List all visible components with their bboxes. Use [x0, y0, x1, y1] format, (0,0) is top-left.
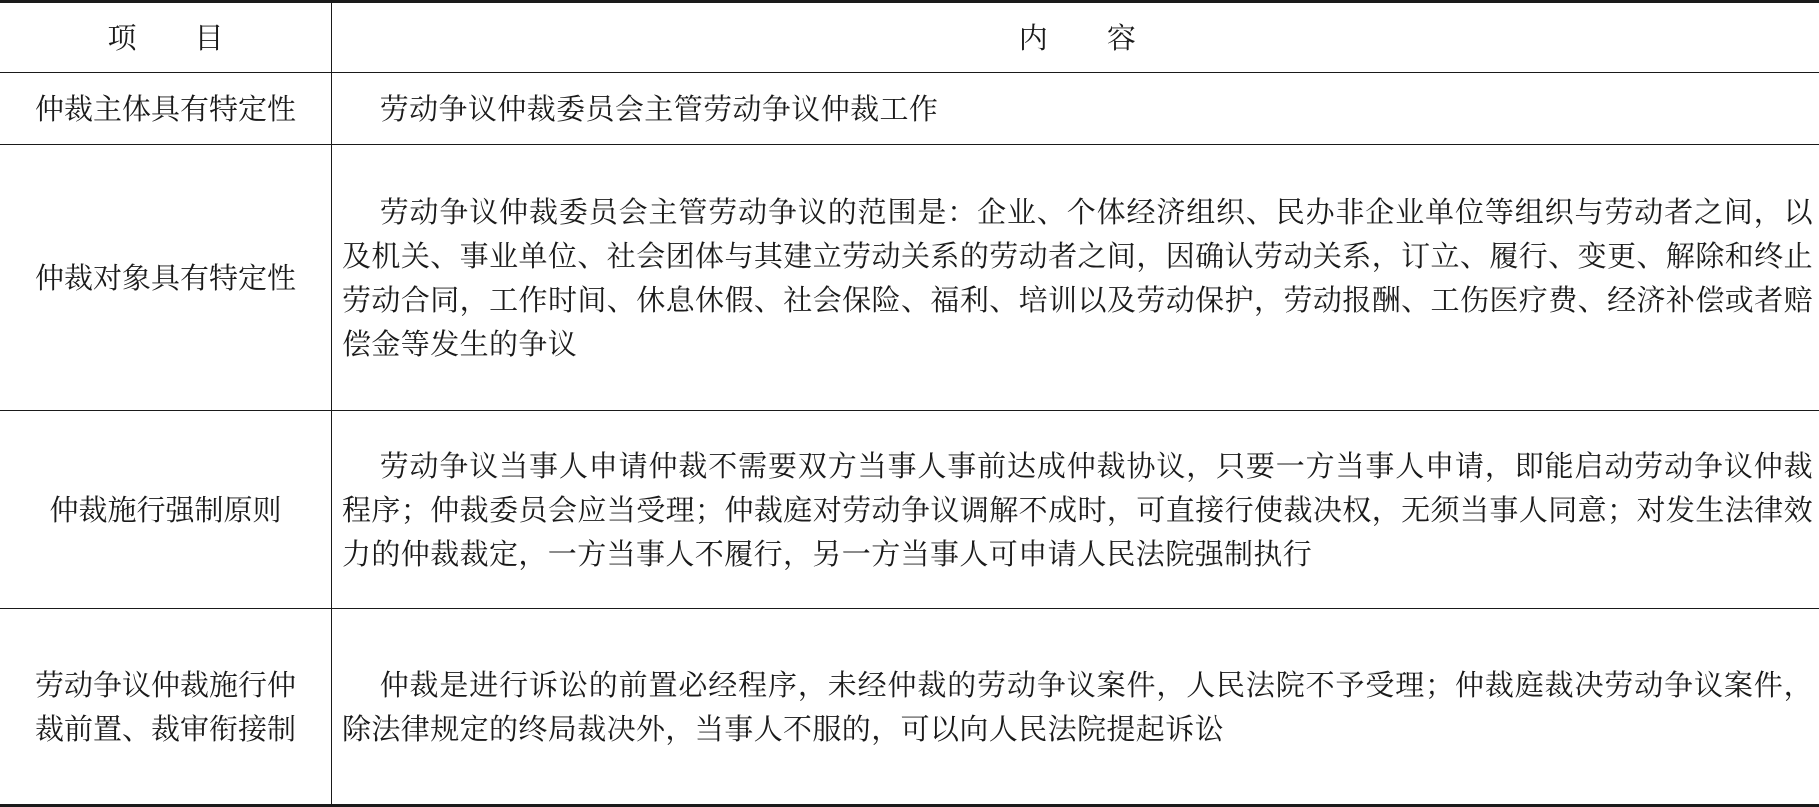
row-content-cell — [332, 411, 1819, 608]
table-row — [0, 73, 1819, 145]
row-content-text: 仲裁是进行诉讼的前置必经程序，未经仲裁的劳动争议案件，人民法院不予受理；仲裁庭裁决劳动争议案件，除法律规定的终局裁决外，当事人不服的，可以向人民法院提起诉讼 — [342, 667, 1813, 746]
row-item-label: 劳动争议仲裁施行仲裁前置、裁审衔接制 — [34, 667, 296, 746]
row-content-text: 劳动争议仲裁委员会主管劳动争议的范围是：企业、个体经济组织、民办非企业单位等组织与劳动者之间，以及机关、事业单位、社会团体与其建立劳动关系的劳动者之间，因确认劳动关系，订立、履行、变更、解除和终止劳动合同，工作时间、休息休假、社会保险、福利、培训以及劳动保护，劳动报酬、工伤医疗费、经济补偿或者赔偿金等发生的争议 — [342, 194, 1813, 361]
row-content-cell — [332, 609, 1819, 804]
header-item-cell — [0, 3, 332, 72]
row-item-cell — [0, 73, 332, 144]
row-item-cell — [0, 145, 332, 410]
row-content-cell — [332, 145, 1819, 410]
row-item-cell — [0, 411, 332, 608]
row-content-text: 劳动争议仲裁委员会主管劳动争议仲裁工作 — [379, 91, 939, 126]
table-row — [0, 411, 1819, 609]
header-content-label: 内 容 — [1018, 20, 1137, 55]
row-content-text: 劳动争议当事人申请仲裁不需要双方当事人事前达成仲裁协议，只要一方当事人申请，即能启动劳动争议仲裁程序；仲裁委员会应当受理；仲裁庭对劳动争议调解不成时，可直接行使裁决权，无须当事人同意；对发生法律效力的仲裁裁定，一方当事人不履行，另一方当事人可申请人民法院强制执行 — [342, 448, 1813, 571]
header-item-label: 项 目 — [107, 20, 224, 55]
table-row — [0, 145, 1819, 411]
header-content-cell — [332, 3, 1819, 72]
row-item-cell — [0, 609, 332, 804]
row-item-label: 仲裁对象具有特定性 — [34, 260, 296, 295]
row-content-cell — [332, 73, 1819, 144]
table-row — [0, 609, 1819, 804]
table-header-row — [0, 3, 1819, 73]
row-item-label: 仲裁主体具有特定性 — [34, 91, 296, 126]
row-item-label: 仲裁施行强制原则 — [49, 492, 282, 527]
